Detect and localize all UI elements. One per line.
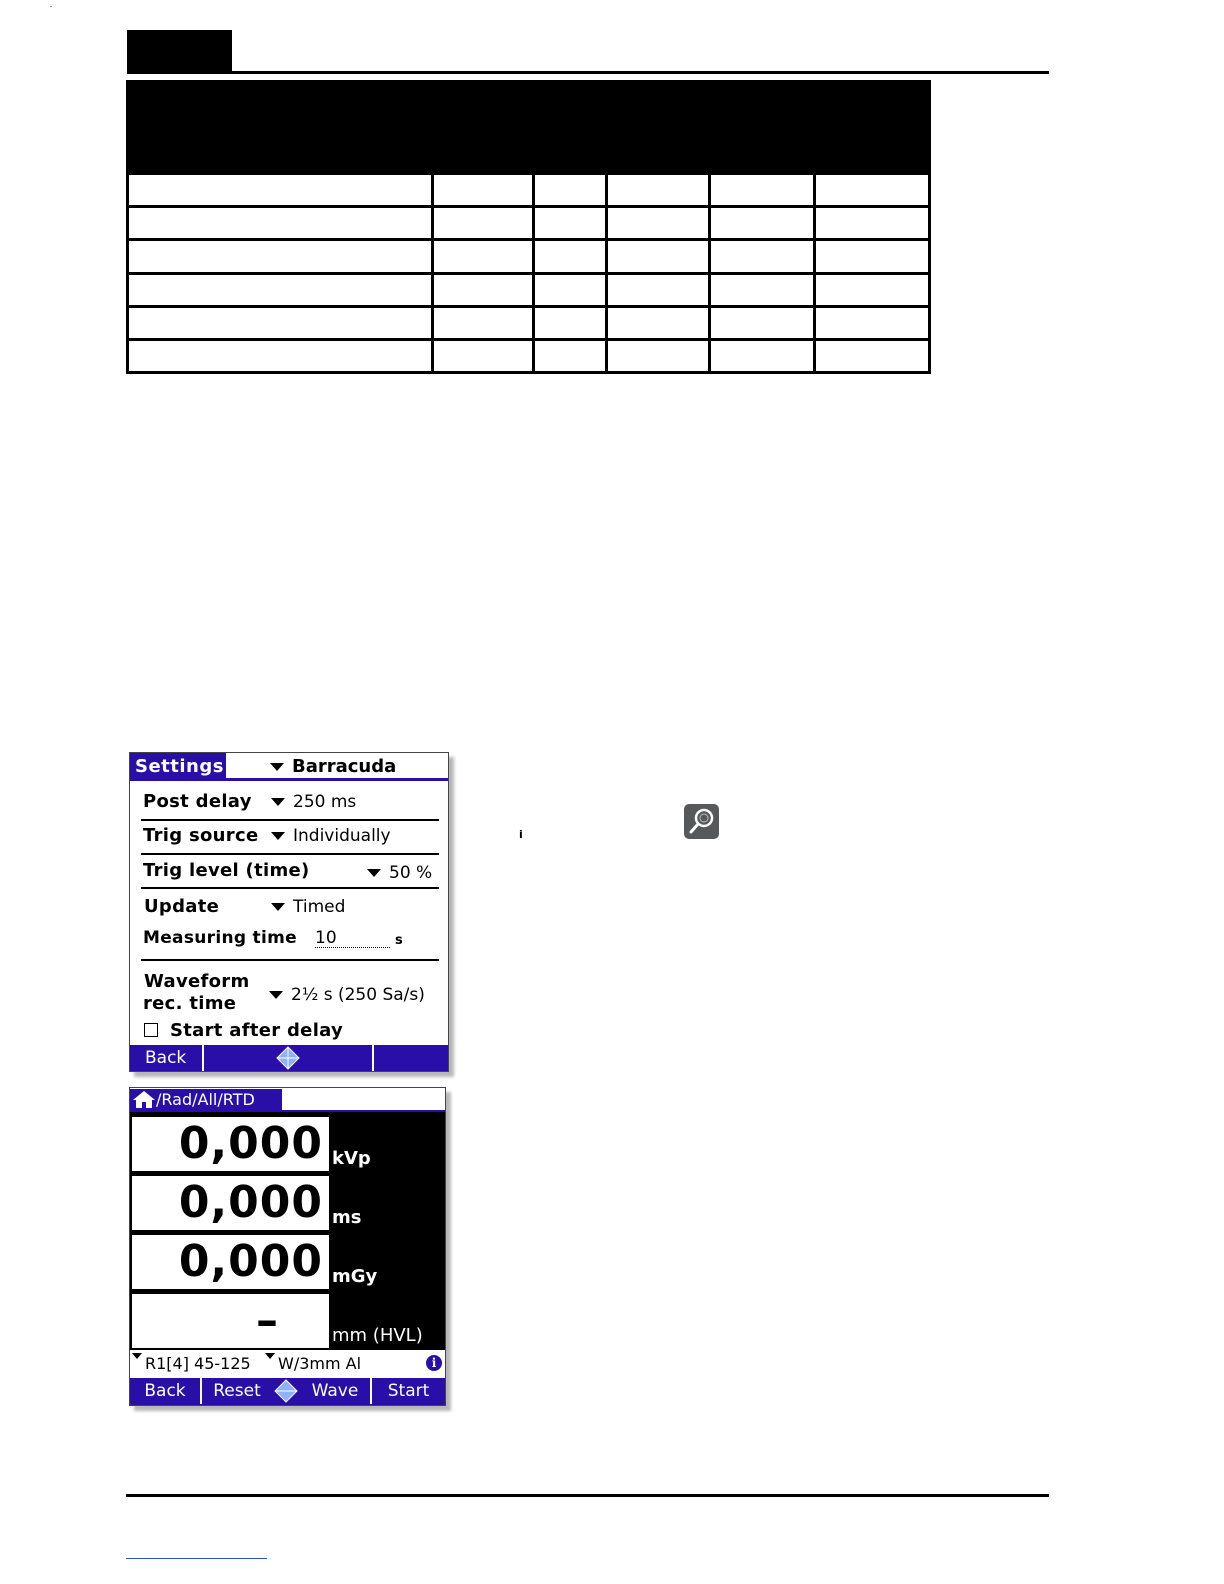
dropdown-arrow-icon <box>265 1353 275 1359</box>
table-header-cell <box>128 82 433 174</box>
start-button[interactable]: Start <box>387 1381 430 1401</box>
spec-table <box>126 80 931 374</box>
table-header-row <box>128 82 930 174</box>
table-cell <box>128 207 433 240</box>
table-cell <box>432 240 534 273</box>
dropdown-arrow-icon <box>132 1353 142 1359</box>
post-delay-label: Post delay <box>143 791 252 812</box>
table-cell <box>815 273 930 306</box>
separator <box>141 853 439 855</box>
home-icon[interactable] <box>132 1089 156 1109</box>
table-row <box>128 174 930 207</box>
reset-button[interactable]: Reset <box>213 1381 261 1401</box>
table-row <box>128 240 930 273</box>
start-after-delay-checkbox[interactable] <box>144 1020 343 1041</box>
dropdown-arrow-icon <box>367 869 381 877</box>
path-bar <box>130 1088 445 1112</box>
mgy-unit: mGy <box>332 1266 378 1287</box>
waveform-label-line1: Waveform <box>144 971 250 992</box>
table-cell <box>128 306 433 339</box>
mgy-value: 0,000 <box>132 1235 329 1289</box>
ms-unit: ms <box>332 1207 362 1228</box>
dropdown-arrow-icon <box>271 903 285 911</box>
table-cell <box>607 339 710 372</box>
table-cell <box>128 240 433 273</box>
table-cell <box>709 207 815 240</box>
info-glyph: i <box>519 828 523 841</box>
table-header-cell <box>432 82 534 174</box>
update-value: Timed <box>293 897 346 917</box>
hvl-unit: mm (HVL) <box>332 1325 423 1346</box>
update-dropdown[interactable] <box>271 897 345 917</box>
table-cell <box>815 207 930 240</box>
navigation-icon[interactable] <box>276 1046 300 1070</box>
device-dropdown[interactable] <box>270 756 396 777</box>
separator <box>141 959 439 961</box>
table-cell <box>607 174 710 207</box>
wave-button[interactable]: Wave <box>311 1381 359 1401</box>
table-cell <box>128 339 433 372</box>
dropdown-arrow-icon <box>271 798 285 806</box>
ms-value: 0,000 <box>132 1176 329 1230</box>
update-label: Update <box>144 896 220 917</box>
table-cell <box>815 174 930 207</box>
post-delay-dropdown[interactable] <box>271 792 356 812</box>
kvp-unit: kVp <box>332 1148 371 1169</box>
trig-level-dropdown[interactable] <box>367 863 432 883</box>
table-cell <box>128 174 433 207</box>
table-cell <box>432 273 534 306</box>
separator <box>141 819 439 821</box>
waveform-rec-time-value: 2½ s (250 Sa/s) <box>291 985 425 1005</box>
table-cell <box>709 174 815 207</box>
table-header-cell <box>607 82 710 174</box>
dropdown-arrow-icon <box>270 763 284 771</box>
table-header-cell <box>709 82 815 174</box>
settings-screen <box>129 752 449 1072</box>
corner-mark <box>50 6 52 7</box>
settings-title: Settings <box>130 753 226 779</box>
measuring-time-label: Measuring time <box>143 928 297 948</box>
table-cell <box>534 273 607 306</box>
table-cell <box>815 339 930 372</box>
table-cell <box>534 306 607 339</box>
waveform-label-line2: rec. time <box>143 993 237 1014</box>
table-cell <box>432 174 534 207</box>
measuring-time-input[interactable]: 10 <box>315 929 390 948</box>
table-cell <box>815 306 930 339</box>
trig-source-dropdown[interactable] <box>271 826 391 846</box>
measuring-time-unit: s <box>395 933 403 948</box>
settings-button-bar <box>130 1045 448 1071</box>
footer-rule <box>126 1494 1049 1497</box>
empty-button[interactable] <box>374 1045 448 1071</box>
table-cell <box>709 339 815 372</box>
table-row <box>128 207 930 240</box>
breadcrumb[interactable] <box>130 1089 282 1110</box>
waveform-rec-time-dropdown[interactable] <box>269 985 425 1005</box>
title-underline <box>130 778 448 781</box>
trig-source-label: Trig source <box>143 825 259 846</box>
table-cell <box>432 306 534 339</box>
table-cell <box>534 174 607 207</box>
device-value: Barracuda <box>292 756 397 777</box>
measurement-row-mgy <box>130 1235 445 1291</box>
table-cell <box>709 306 815 339</box>
trig-level-label: Trig level (time) <box>143 860 310 881</box>
table-cell <box>709 273 815 306</box>
measurement-row-ms <box>130 1176 445 1232</box>
table-cell <box>607 240 710 273</box>
checkbox-box[interactable] <box>144 1023 158 1037</box>
trig-source-value: Individually <box>293 826 391 846</box>
path-underline <box>130 1110 445 1112</box>
hvl-value: – <box>132 1294 329 1348</box>
table-header-cell <box>534 82 607 174</box>
rtd-screen <box>129 1087 446 1406</box>
info-icon[interactable]: i <box>426 1355 442 1371</box>
status-bar <box>130 1350 445 1378</box>
table-row <box>128 273 930 306</box>
trig-level-value: 50 % <box>389 863 433 883</box>
table-cell <box>709 240 815 273</box>
empty-button[interactable] <box>204 1045 274 1071</box>
back-button[interactable]: Back <box>145 1048 187 1068</box>
table-cell <box>607 306 710 339</box>
post-delay-value: 250 ms <box>293 792 357 812</box>
table-cell <box>815 240 930 273</box>
table-cell <box>432 207 534 240</box>
table-row <box>128 339 930 372</box>
range-dropdown[interactable]: R1[4] 45-125 <box>145 1354 251 1373</box>
dropdown-arrow-icon <box>271 832 285 840</box>
header-rule <box>127 71 1049 74</box>
header-block <box>127 30 232 73</box>
table-cell <box>432 339 534 372</box>
start-after-delay-label: Start after delay <box>170 1020 344 1041</box>
table-cell <box>534 339 607 372</box>
table-cell <box>128 273 433 306</box>
path-text: /Rad/All/RTD <box>156 1090 255 1109</box>
magnifier-icon <box>684 804 719 839</box>
table-cell <box>534 240 607 273</box>
rtd-button-bar <box>130 1378 445 1405</box>
filter-dropdown[interactable]: W/3mm Al <box>278 1354 362 1373</box>
measurement-row-hvl <box>130 1294 445 1350</box>
table-cell <box>607 273 710 306</box>
separator <box>141 887 439 889</box>
measurement-row-kvp <box>130 1117 445 1173</box>
kvp-value: 0,000 <box>132 1117 329 1171</box>
navigation-icon[interactable] <box>274 1379 298 1403</box>
table-cell <box>534 207 607 240</box>
table-cell <box>607 207 710 240</box>
dropdown-arrow-icon <box>269 991 283 999</box>
back-button[interactable]: Back <box>144 1381 186 1401</box>
table-header-cell <box>815 82 930 174</box>
empty-button[interactable] <box>302 1045 372 1071</box>
footer-link-underline[interactable] <box>126 1558 267 1559</box>
table-row <box>128 306 930 339</box>
